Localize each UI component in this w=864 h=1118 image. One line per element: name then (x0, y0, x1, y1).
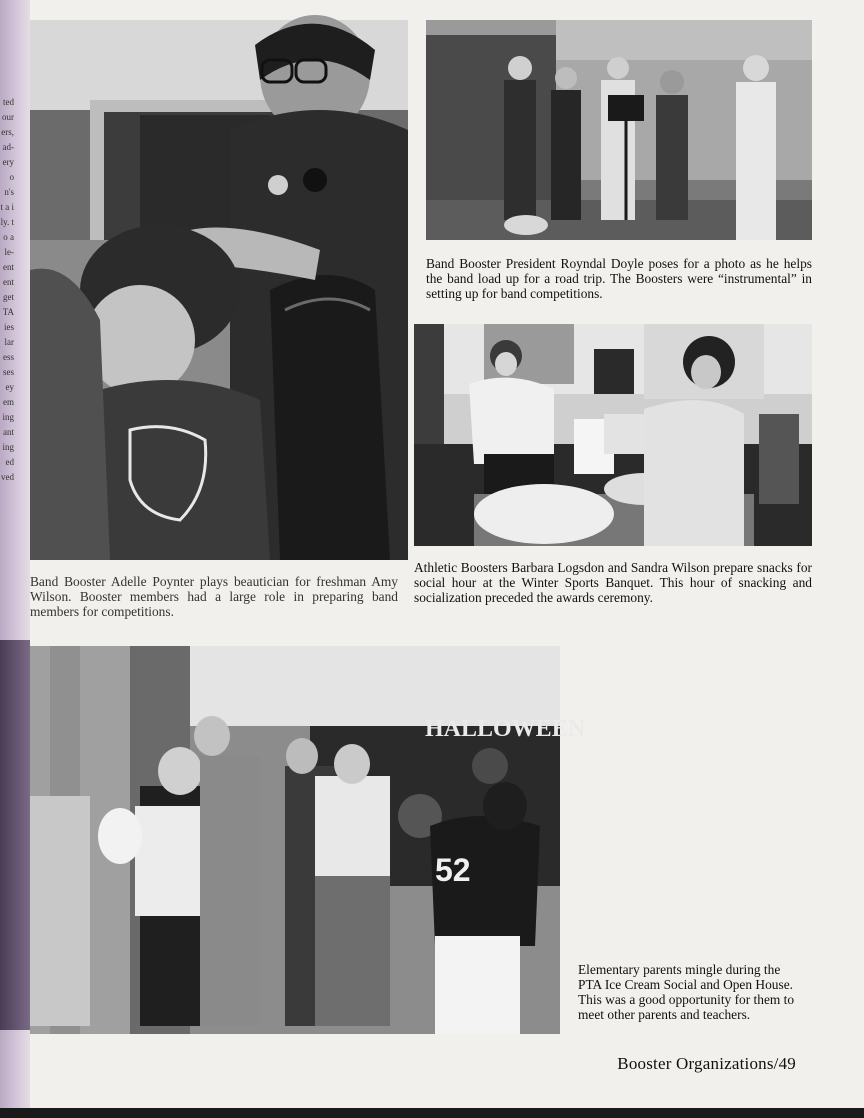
caption-band: Band Booster President Royndal Doyle poses for a photo as he helps the band load up for a road trip. The Boosters were “instrumental” in setting up for band competitions. (426, 256, 812, 301)
banner-halloween: HALLOWEEN (425, 716, 586, 742)
photo-snacks (414, 324, 812, 546)
binding-gutter (0, 0, 30, 1118)
caption-pta: Elementary parents mingle during the PTA Ice Cream Social and Open House. This was a good opportunity for them to meet other parents and teachers. (578, 962, 795, 1022)
photo-band (426, 20, 812, 240)
gutter-text: ted our ers, ad- ery on's t a ily. to a le- ent ent get TA ies lar ess ses ey em ing ant ing ed ved (0, 97, 14, 482)
page-folio: Booster Organizations/49 (617, 1054, 796, 1073)
page-bottom-edge (0, 1108, 864, 1118)
jersey-number: 52 (435, 852, 471, 888)
caption-beautician: Band Booster Adelle Poynter plays beautician for freshman Amy Wilson. Booster members had a large role in preparing band members for competitions. (30, 574, 398, 619)
caption-snacks: Athletic Boosters Barbara Logsdon and Sandra Wilson prepare snacks for social hour at the Winter Sports Banquet. This hour of snacking and socialization preceded the awards ceremony. (414, 560, 812, 605)
photo-beautician (30, 20, 408, 560)
photo-pta (30, 646, 586, 1034)
gutter-bleed (0, 640, 30, 1030)
